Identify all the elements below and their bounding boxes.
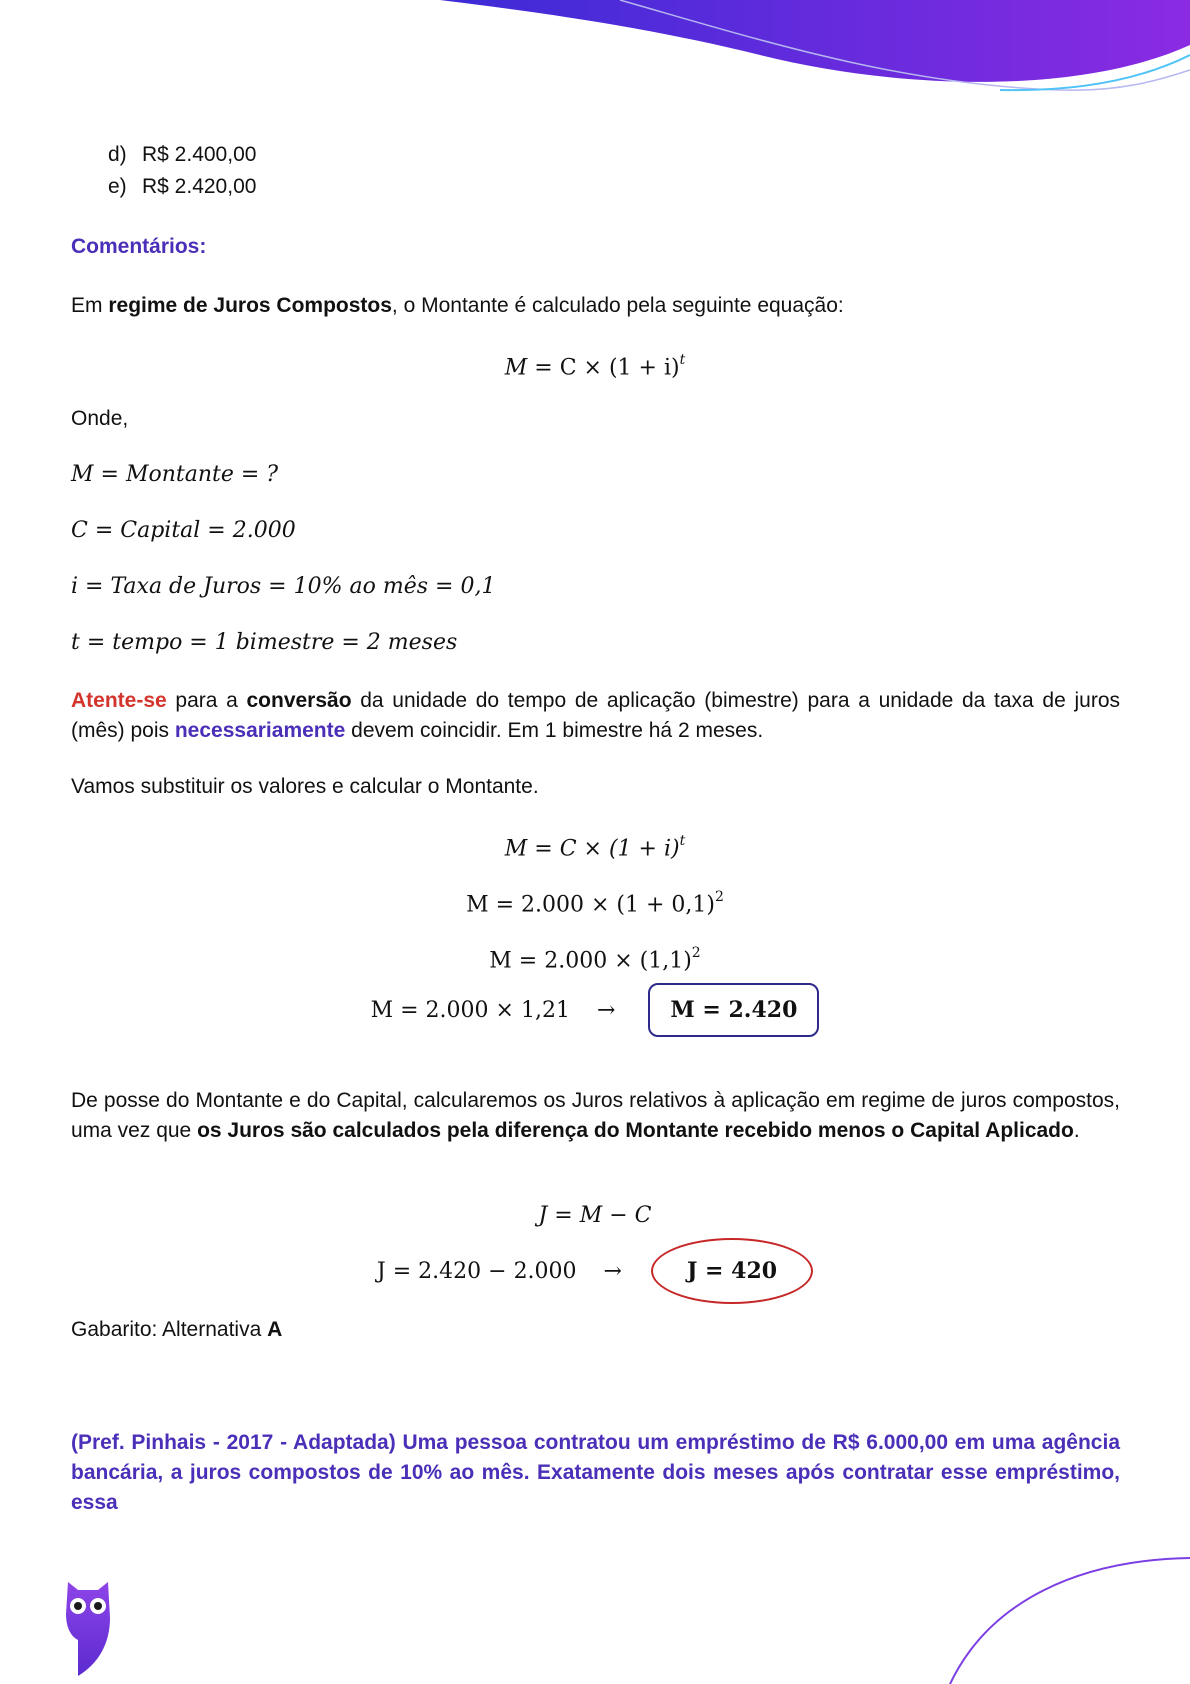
atente-text: devem coincidir. Em 1 bimestre há 2 meses. [345,719,764,742]
posse-bold: os Juros são calculados pela diferença do Montante recebido menos o Capital Aplicado [197,1119,1074,1142]
definition-tempo [71,628,457,658]
compound-interest-formula [0,347,1190,383]
atente-text: da unidade do tempo de aplicação (bimestre) para a unidade da taxa de juros (mês) pois [71,689,1120,742]
juros-calc-line [0,1238,1190,1304]
arrow-icon: → [603,1259,622,1284]
option-label: e) [108,175,127,198]
juros-expression: J = M − C [538,1203,652,1228]
header-wave-decoration [0,0,1190,100]
gabarito-text: Gabarito: Alternativa [71,1318,268,1341]
option-e [108,173,256,201]
atente-highlight: Atente-se [71,689,167,712]
atente-paragraph [71,686,1120,746]
gabarito-answer: A [267,1318,283,1341]
calc-expression: M = C × (1 + i) [504,836,680,862]
formula-lhs: M [504,355,528,381]
juros-result-circle: J = 420 [651,1238,813,1304]
intro-text-end: , o Montante é calculado pela seguinte equação: [391,294,844,317]
arrow-icon: → [596,998,616,1023]
definition-text: t = tempo = 1 bimestre = 2 meses [71,630,458,655]
comentarios-heading: Comentários: [71,235,207,258]
formula-rhs: = C × (1 + i) [527,355,680,381]
atente-bold: conversão [246,689,352,712]
definition-text: M = Montante = ? [71,462,279,487]
posse-text-end: . [1073,1119,1080,1142]
juros-formula [0,1201,1190,1231]
posse-paragraph [71,1086,1120,1146]
option-d [108,141,256,169]
intro-text: Em [71,294,109,317]
calc-expression: M = 2.000 × (1,1) [489,948,692,974]
calc-exponent: 2 [715,889,724,905]
intro-paragraph [71,291,1120,321]
vamos-paragraph: Vamos substituir os valores e calcular o Montante. [71,775,539,798]
gabarito-line [71,1315,1120,1345]
owl-logo-icon [62,1578,114,1678]
option-label: d) [108,143,127,166]
intro-bold: regime de Juros Compostos [108,294,392,317]
definition-montante [71,460,278,490]
calc-expression: M = 2.000 × 1,21 [370,998,570,1023]
definition-capital [71,516,296,546]
next-question-text: (Pref. Pinhais - 2017 - Adaptada) Uma pessoa contratou um empréstimo de R$ 6.000,00 em uma agência bancária, a juros compostos de 10% ao mês. Exatamente dois meses após contratar esse empréstimo, essa [71,1431,1120,1514]
calc-line-1 [0,828,1190,864]
posse-text: De posse do Montante e do Capital, calcularemos os Juros relativos à aplicação em regime de juros compostos, uma vez que [71,1089,1120,1142]
footer-wave-decoration [0,1540,1190,1684]
calc-line-3 [0,940,1190,976]
calc-expression: M = 2.000 × (1 + 0,1) [466,892,715,918]
montante-result-box: M = 2.420 [648,983,819,1037]
juros-expression: J = 2.420 − 2.000 [376,1259,577,1284]
definition-taxa [71,572,495,602]
atente-purple: necessariamente [174,719,346,742]
definition-text: C = Capital = 2.000 [71,518,296,543]
definition-text: i = Taxa de Juros = 10% ao mês = 0,1 [71,574,496,599]
calc-exponent: t [679,833,686,849]
option-text: R$ 2.400,00 [142,143,257,166]
atente-text: para a [166,689,247,712]
calc-exponent: 2 [691,945,701,961]
onde-label: Onde, [71,407,129,430]
formula-exponent: t [679,352,686,368]
option-text: R$ 2.420,00 [142,175,257,198]
calc-line-4 [0,983,1190,1037]
calc-line-2 [0,884,1190,920]
